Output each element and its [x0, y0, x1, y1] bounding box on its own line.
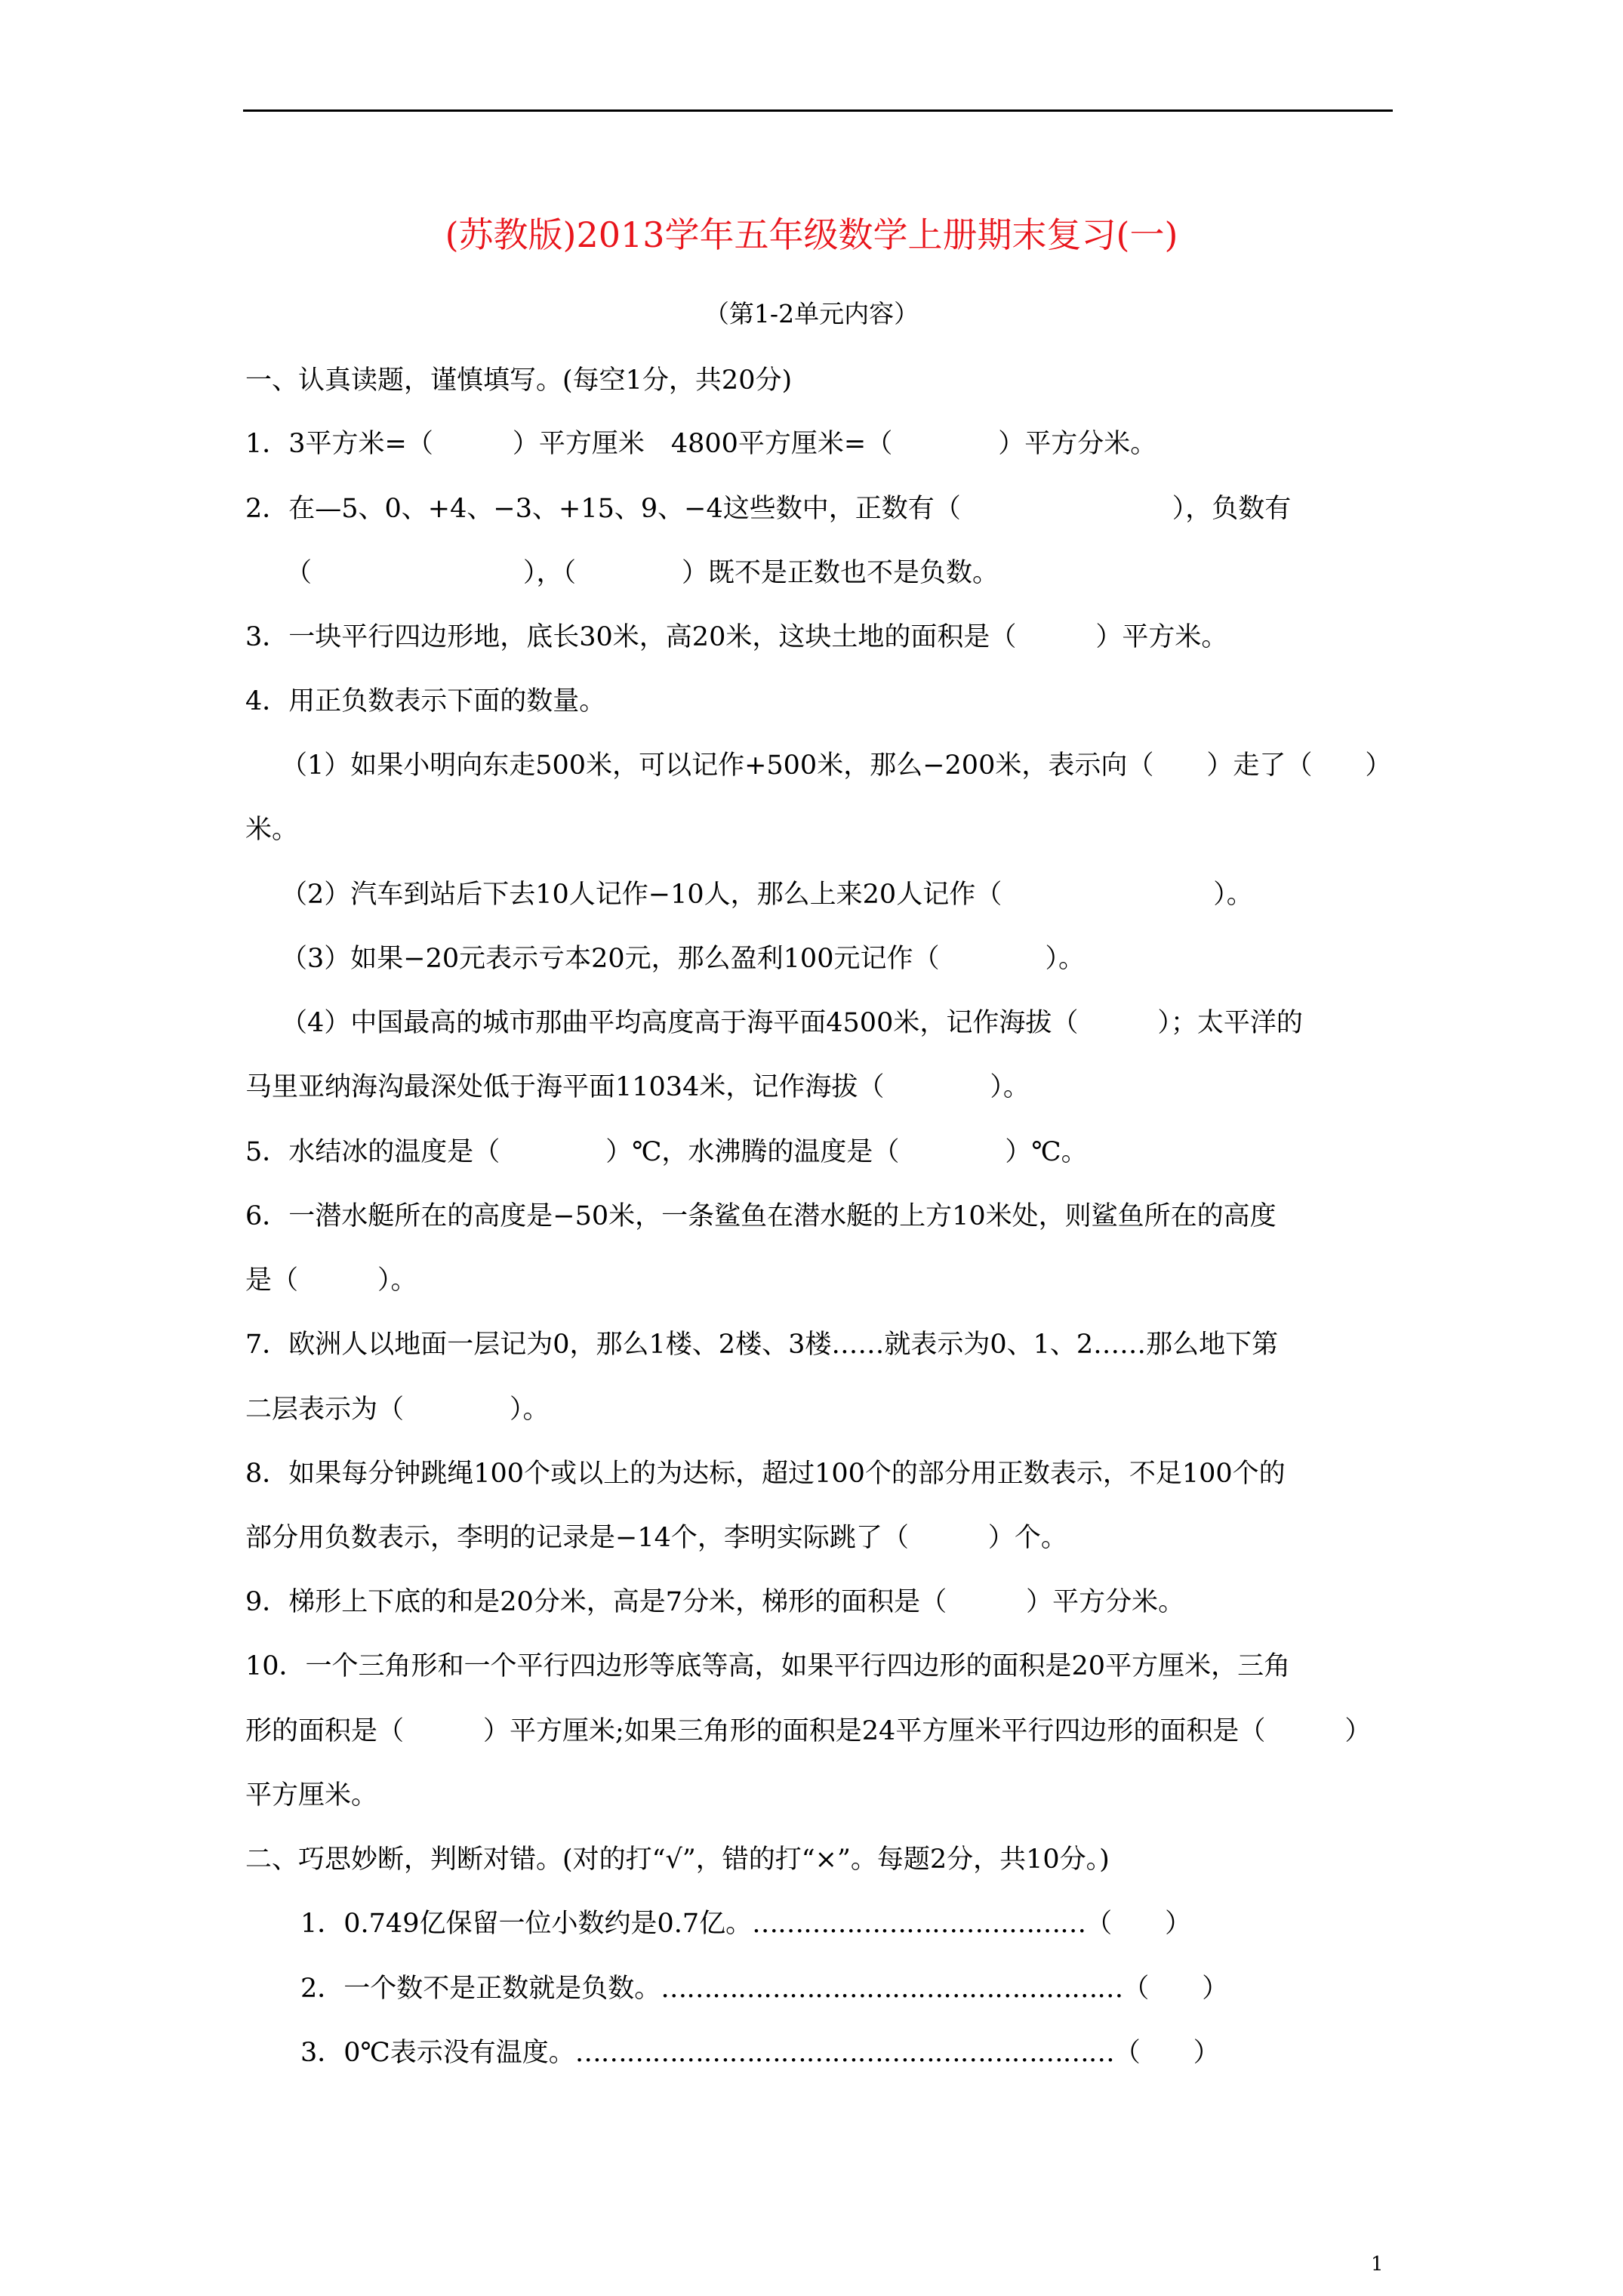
section2-heading: 二、巧思妙断，判断对错。(对的打“√”，错的打“×”。每题2分，共10分。): [245, 1845, 1110, 1875]
question-7-line-1: 7．欧洲人以地面一层记为0，那么1楼、2楼、3楼……就表示为0、1、2……那么地下第: [245, 1330, 1279, 1360]
page-number: 1: [1371, 2253, 1384, 2276]
document-subtitle: （第1-2单元内容）: [704, 299, 919, 328]
document-title: (苏教版)2013学年五年级数学上册期末复习(一): [445, 214, 1178, 255]
question-9: 9．梯形上下底的和是20分米，高是7分米，梯形的面积是（ ）平方分米。: [245, 1587, 1185, 1617]
question-10-line-3: 平方厘米。: [245, 1780, 378, 1811]
answer-blank: （ ）: [1123, 1974, 1229, 2004]
question-2-line-2: （ ），（ ）既不是正数也不是负数。: [285, 558, 999, 588]
question-6-line-1: 6．一潜水艇所在的高度是−50米，一条鲨鱼在潜水艇的上方10米处，则鲨鱼所在的高度: [245, 1201, 1277, 1231]
judgement-item-2: [300, 1976, 1228, 2002]
question-5: 5．水结冰的温度是（ ）℃，水沸腾的温度是（ ）℃。: [245, 1137, 1088, 1167]
question-8-line-1: 8．如果每分钟跳绳100个或以上的为达标，超过100个的部分用正数表示，不足100个的: [245, 1459, 1286, 1489]
answer-blank: （ ）: [1113, 2038, 1220, 2068]
question-10-line-1: 10．一个三角形和一个平行四边形等底等高，如果平行四边形的面积是20平方厘米，三角: [245, 1651, 1291, 1681]
question-10-line-2: 形的面积是（ ）平方厘米;如果三角形的面积是24平方厘米平行四边形的面积是（ ）: [245, 1716, 1372, 1746]
leader-dots: ………………………………………………: [661, 1974, 1123, 2004]
question-1: 1．3平方米=（ ）平方厘米 4800平方厘米=（ ）平方分米。: [245, 429, 1157, 459]
question-4: 4．用正负数表示下面的数量。: [245, 686, 606, 717]
judgement-item-1: [300, 1911, 1191, 1937]
question-2-line-1: 2．在—5、0、+4、−3、+15、9、−4这些数中，正数有（ ），负数有: [245, 494, 1292, 524]
question-4-4-line-2: 马里亚纳海沟最深处低于海平面11034米，记作海拔（ ）。: [245, 1072, 1030, 1102]
question-4-1-line-1: （1）如果小明向东走500米，可以记作+500米，那么−200米，表示向（ ）走了（ ）: [281, 750, 1392, 781]
question-7-line-2: 二层表示为（ ）。: [245, 1395, 550, 1425]
section1-heading: 一、认真读题，谨慎填写。(每空1分，共20分): [245, 365, 793, 396]
judgement-text: 1．0.749亿保留一位小数约是0.7亿。: [300, 1909, 753, 1939]
question-3: 3．一块平行四边形地，底长30米，高20米，这块土地的面积是（ ）平方米。: [245, 622, 1228, 652]
question-4-4-line-1: （4）中国最高的城市那曲平均高度高于海平面4500米，记作海拔（ ）；太平洋的: [281, 1008, 1303, 1038]
leader-dots: ………………………………………………………: [574, 2038, 1114, 2068]
question-4-2: （2）汽车到站后下去10人记作−10人，那么上来20人记作（ ）。: [281, 880, 1253, 910]
judgement-item-3: [300, 2040, 1220, 2066]
answer-blank: （ ）: [1086, 1909, 1192, 1939]
header-rule: [243, 109, 1393, 112]
judgement-text: 3．0℃表示没有温度。: [300, 2038, 575, 2068]
leader-dots: …………………………………: [752, 1909, 1086, 1939]
question-6-line-2: 是（ ）。: [245, 1265, 417, 1296]
question-8-line-2: 部分用负数表示，李明的记录是−14个，李明实际跳了（ ）个。: [245, 1523, 1067, 1553]
judgement-text: 2．一个数不是正数就是负数。: [300, 1974, 661, 2004]
question-4-1-line-2: 米。: [245, 815, 299, 845]
question-4-3: （3）如果−20元表示亏本20元，那么盈利100元记作（ ）。: [281, 944, 1085, 974]
